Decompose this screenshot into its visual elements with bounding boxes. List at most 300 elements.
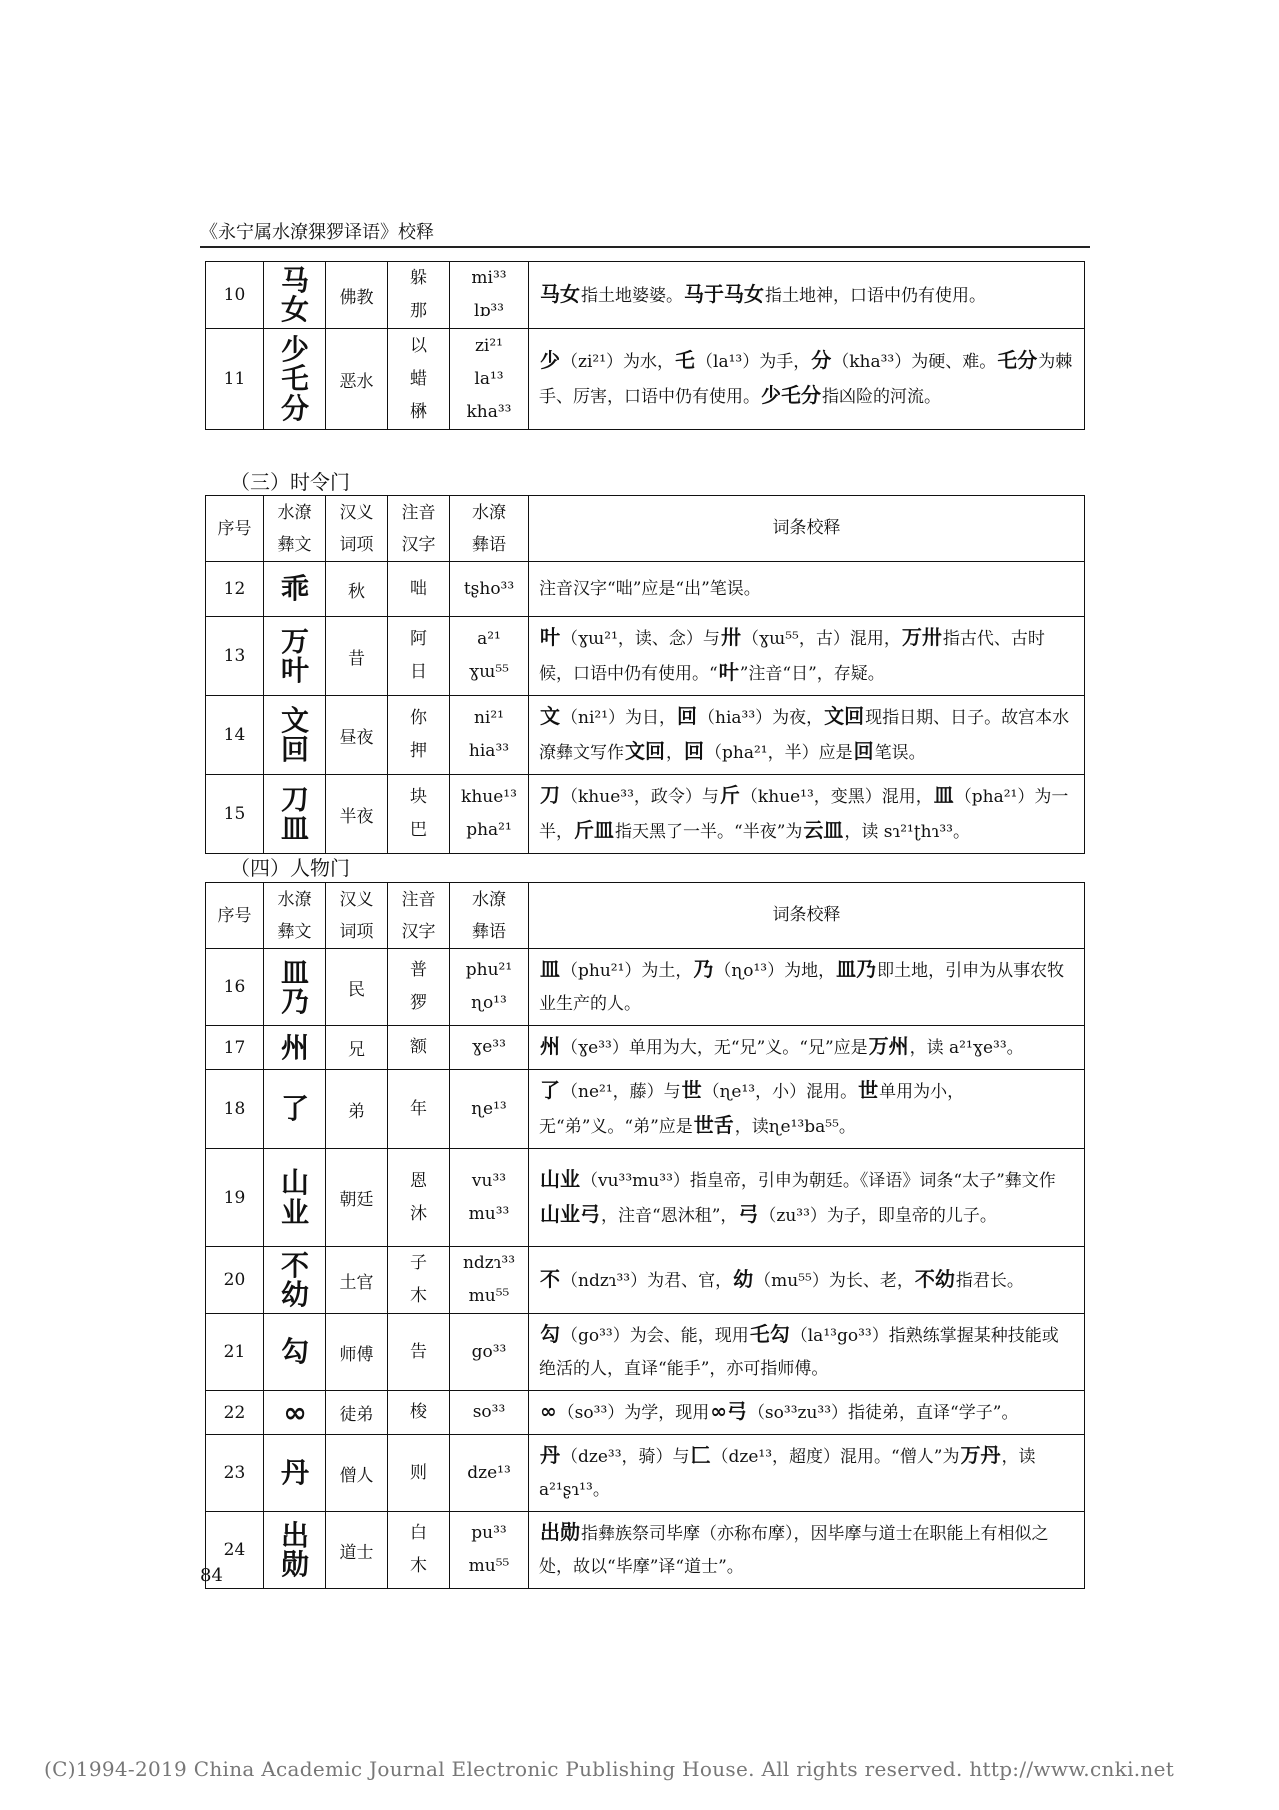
column-header-meaning <box>326 883 388 949</box>
annotation-text: （zi²¹）为水， <box>561 352 675 372</box>
yi-script-char: 业 <box>280 1195 308 1229</box>
table-row <box>206 1435 1085 1512</box>
yi-script-cell <box>264 262 326 329</box>
phonetic-chinese-char: 块 <box>410 787 427 807</box>
yi-pronunciation: so³³ <box>472 1402 506 1422</box>
phonetic-chinese-char-stack <box>410 954 427 1020</box>
annotation <box>529 329 1085 430</box>
yi-script-glyph <box>280 624 308 687</box>
yi-script-glyph <box>281 1168 308 1227</box>
annotation-text: 指君长。 <box>955 1270 1024 1291</box>
yi-pronunciation: hia³³ <box>468 741 510 761</box>
phonetic-chinese-cell <box>388 262 450 329</box>
annotation <box>529 1026 1085 1070</box>
yi-script-cell <box>264 329 326 430</box>
annotation-text: ”注音“日”，存疑。 <box>739 664 885 684</box>
phonetic-chinese-char-stack <box>410 1247 427 1313</box>
column-header-no <box>206 883 264 949</box>
entry-number: 14 <box>206 696 264 775</box>
yi-inline-glyph: 不 <box>540 1266 560 1291</box>
phonetic-chinese-char-stack <box>410 1093 427 1126</box>
yi-inline-glyph: 山业 <box>540 1166 580 1191</box>
column-header-line: 彝语 <box>472 921 506 942</box>
annotation-text: （dze³³，骑）与 <box>561 1447 690 1467</box>
entry-number: 21 <box>206 1314 264 1391</box>
yi-pronunciation-cell <box>450 1512 529 1589</box>
chinese-meaning: 徒弟 <box>326 1391 388 1435</box>
annotation-text: ，读ɳe¹³ba⁵⁵。 <box>734 1117 856 1137</box>
phonetic-chinese-char-stack <box>410 573 427 606</box>
annotation-text: 指天黑了一半。“半夜”为 <box>615 822 803 842</box>
annotation-text: 即土地，引申为从事农牧业生产的人。 <box>539 961 1065 1014</box>
phonetic-chinese-char: 普 <box>410 960 427 980</box>
yi-inline-glyph: ∞ <box>540 1399 557 1423</box>
phonetic-chinese-cell <box>388 1391 450 1435</box>
annotation-text: 笔误。 <box>874 743 926 763</box>
annotation-text: （go³³）为会、能，现用 <box>561 1326 749 1346</box>
yi-pronunciation-stack <box>461 781 517 847</box>
table-people <box>205 882 1085 1589</box>
yi-pronunciation: ɳo¹³ <box>471 993 507 1013</box>
annotation-text: （ɣɯ²¹，读、念）与 <box>561 629 720 649</box>
annotation-text: （mu⁵⁵）为长、老， <box>754 1270 914 1291</box>
yi-pronunciation: ɣɯ⁵⁵ <box>469 662 509 682</box>
phonetic-chinese-cell <box>388 562 450 617</box>
yi-pronunciation-cell <box>450 1314 529 1391</box>
table-row <box>206 329 1085 430</box>
yi-pronunciation-cell <box>450 1070 529 1149</box>
column-header-line: 彝文 <box>277 921 312 942</box>
column-header-line: 汉字 <box>401 921 436 942</box>
annotation-text: （ɳe¹³，小）混用。 <box>702 1082 858 1102</box>
yi-script-cell <box>264 562 326 617</box>
yi-inline-glyph: 出勋 <box>540 1520 580 1544</box>
yi-pronunciation: dze¹³ <box>467 1462 511 1483</box>
phonetic-chinese-char: 则 <box>410 1462 427 1483</box>
yi-pronunciation: go³³ <box>471 1341 507 1362</box>
annotation-text: （khue³³，政令）与 <box>561 787 719 807</box>
annotation-text: （vu³³mu³³）指皇帝，引申为朝廷。《译语》词条“太子”彝文作 <box>581 1170 1056 1191</box>
annotation-text: ，注音“恩沐租”， <box>601 1205 738 1226</box>
yi-script-char: 不 <box>280 1248 308 1282</box>
annotation-text: ，读 a²¹ʂɿ¹³。 <box>539 1447 1036 1500</box>
yi-pronunciation-stack <box>463 1247 515 1313</box>
column-header-line: 彝语 <box>472 534 506 555</box>
yi-pronunciation-cell <box>450 1435 529 1512</box>
annotation <box>529 1391 1085 1435</box>
chinese-meaning: 民 <box>326 949 388 1026</box>
phonetic-chinese-char-stack <box>410 330 427 429</box>
yi-inline-glyph: 州 <box>540 1034 560 1058</box>
yi-inline-glyph: 世舌 <box>693 1113 734 1137</box>
yi-script-char: 回 <box>280 733 308 766</box>
chinese-meaning: 佛教 <box>326 262 388 329</box>
yi-pronunciation-cell <box>450 949 529 1026</box>
annotation <box>529 1149 1085 1247</box>
column-header-label <box>340 890 374 942</box>
annotation <box>529 1070 1085 1149</box>
yi-pronunciation-stack <box>472 1336 507 1369</box>
column-header-line: 汉字 <box>401 534 436 555</box>
phonetic-chinese-cell <box>388 1070 450 1149</box>
yi-inline-glyph: 乃 <box>693 957 714 981</box>
phonetic-chinese-char: 沐 <box>410 1203 427 1224</box>
annotation <box>529 562 1085 617</box>
chinese-meaning: 弟 <box>326 1070 388 1149</box>
annotation-text: （pha²¹，半）应是 <box>705 743 853 763</box>
annotation-text: （ɳo¹³）为地， <box>714 961 836 981</box>
annotation-text: 指古代、古时候，口语中仍有使用。“ <box>539 629 1045 684</box>
yi-script-char: 幼 <box>280 1278 308 1311</box>
phonetic-chinese-char-stack <box>410 1165 427 1231</box>
yi-pronunciation-stack <box>469 623 509 689</box>
yi-pronunciation: mi³³ <box>471 268 507 288</box>
yi-script-glyph <box>283 1395 306 1429</box>
yi-script-char: 马 <box>280 263 308 297</box>
column-header-line: 水潦 <box>472 502 506 523</box>
yi-script-glyph <box>280 1092 308 1126</box>
yi-script-char: 万 <box>280 624 308 658</box>
yi-pronunciation: khue¹³ <box>461 787 517 807</box>
yi-pronunciation-cell <box>450 1026 529 1070</box>
table-row <box>206 562 1085 617</box>
yi-script-char: 勾 <box>280 1335 308 1369</box>
column-header-line: 水潦 <box>277 889 312 910</box>
yi-pronunciation-cell <box>450 262 529 329</box>
phonetic-chinese-char: 阿 <box>410 629 427 649</box>
annotation-text: （zu³³）为子，即皇帝的儿子。 <box>759 1205 997 1226</box>
chinese-meaning: 半夜 <box>326 775 388 854</box>
annotation-text: （la¹³）为手， <box>696 352 811 372</box>
yi-script-char: 少 <box>280 332 308 366</box>
yi-inline-glyph: 马于马女 <box>684 281 764 306</box>
yi-pronunciation-cell <box>450 562 529 617</box>
yi-script-char: 刀 <box>280 782 308 816</box>
annotation-text: （khue¹³，变黑）混用， <box>740 787 933 807</box>
column-header-label: 词条校释 <box>772 905 841 925</box>
yi-inline-glyph: 刀 <box>540 783 560 807</box>
yi-script-char: 乃 <box>280 985 308 1018</box>
yi-script-glyph <box>280 1456 308 1490</box>
table-row <box>206 1247 1085 1314</box>
chinese-meaning: 朝廷 <box>326 1149 388 1247</box>
chinese-meaning: 兄 <box>326 1026 388 1070</box>
table-row <box>206 1026 1085 1070</box>
column-header-note <box>529 496 1085 562</box>
yi-script-glyph <box>280 332 308 425</box>
column-header-line: 水潦 <box>472 889 506 910</box>
column-header-label <box>278 503 312 555</box>
annotation-text: 注音汉字“咄”应是“出”笔误。 <box>539 578 761 599</box>
yi-script-glyph <box>280 1030 308 1064</box>
phonetic-chinese-char: 额 <box>410 1037 427 1057</box>
phonetic-chinese-char-stack <box>410 781 427 847</box>
column-header-label <box>218 519 252 539</box>
column-header-label <box>218 906 252 926</box>
yi-script-glyph <box>280 782 308 845</box>
annotation <box>529 1435 1085 1512</box>
phonetic-chinese-char: 告 <box>410 1341 427 1362</box>
yi-inline-glyph: 不幼 <box>914 1266 955 1291</box>
yi-pronunciation-stack <box>469 702 509 768</box>
yi-inline-glyph: 分 <box>811 348 832 372</box>
annotation <box>529 949 1085 1026</box>
yi-script-char: 乖 <box>280 572 308 606</box>
column-header-line: 注音 <box>401 502 436 523</box>
entry-number: 15 <box>206 775 264 854</box>
yi-inline-glyph: 万丹 <box>960 1443 1001 1467</box>
annotation-text: 单用为小，无“弟”义。“弟”应是 <box>539 1082 965 1137</box>
yi-inline-glyph: 勾 <box>540 1322 560 1346</box>
yi-script-char: 山 <box>280 1166 308 1200</box>
phonetic-chinese-char: 猡 <box>410 993 427 1013</box>
yi-inline-glyph: 了 <box>540 1078 560 1102</box>
yi-pronunciation: ni²¹ <box>473 708 504 728</box>
yi-pronunciation: ndzɿ³³ <box>462 1253 516 1273</box>
phonetic-chinese-cell <box>388 1247 450 1314</box>
phonetic-chinese-cell <box>388 775 450 854</box>
yi-pronunciation-cell <box>450 1247 529 1314</box>
running-header: 《永宁属水潦猓猡译语》校释 <box>200 222 434 243</box>
yi-script-char: 勋 <box>280 1548 308 1581</box>
phonetic-chinese-cell <box>388 949 450 1026</box>
yi-script-char: 女 <box>280 293 308 326</box>
yi-inline-glyph: 弓 <box>738 1201 759 1226</box>
yi-pronunciation: pu³³ <box>471 1523 507 1543</box>
yi-pronunciation: a²¹ <box>477 629 501 649</box>
section-title-seasons: （三）时令门 <box>230 470 350 494</box>
yi-script-glyph <box>280 703 308 766</box>
column-header-line: 注音 <box>401 889 436 910</box>
table-row <box>206 696 1085 775</box>
yi-script-cell <box>264 1435 326 1512</box>
table-seasons <box>205 495 1085 854</box>
annotation-text: 现指日期、日子。故宫本水潦彝文写作 <box>539 708 1070 763</box>
chinese-meaning: 昼夜 <box>326 696 388 775</box>
table-header-row <box>206 883 1085 949</box>
header-rule <box>200 246 1090 248</box>
footer-copyright: (C)1994-2019 China Academic Journal Electronic Publishing House. All rights reserved. http://www.cnki.net <box>44 1757 1175 1781</box>
column-header-line: 汉义 <box>339 502 374 523</box>
column-header-line: 词项 <box>339 534 374 555</box>
column-header-line: 彝文 <box>277 534 312 555</box>
yi-inline-glyph: 乇分 <box>997 348 1038 372</box>
annotation <box>529 1247 1085 1314</box>
yi-inline-glyph: 叶 <box>540 625 560 649</box>
yi-pronunciation-stack <box>469 1165 510 1231</box>
phonetic-chinese-char: 白 <box>410 1523 427 1543</box>
phonetic-chinese-char: 押 <box>410 741 427 761</box>
yi-script-cell <box>264 1247 326 1314</box>
yi-script-char: 皿 <box>280 812 308 845</box>
table-religion-continued <box>205 261 1085 430</box>
annotation-text: （hia³³）为夜， <box>698 708 824 728</box>
yi-script-char: 出 <box>280 1518 308 1552</box>
column-header-label <box>472 890 506 942</box>
annotation-text: ，读 a²¹ɣe³³。 <box>909 1038 1024 1058</box>
phonetic-chinese-char: 巴 <box>410 820 427 840</box>
phonetic-chinese-cell <box>388 696 450 775</box>
yi-pronunciation: ɳe¹³ <box>471 1098 507 1119</box>
yi-script-cell <box>264 1149 326 1247</box>
yi-inline-glyph: 文 <box>540 704 560 728</box>
yi-script-char: 丹 <box>280 1456 308 1490</box>
yi-pronunciation: mu³³ <box>468 1203 510 1224</box>
entry-number: 13 <box>206 617 264 696</box>
yi-script-char: 叶 <box>280 654 308 687</box>
yi-pronunciation: tʂho³³ <box>463 578 515 599</box>
phonetic-chinese-char: 咄 <box>410 578 427 599</box>
phonetic-chinese-char: 梭 <box>410 1402 427 1422</box>
yi-script-glyph <box>280 955 308 1018</box>
phonetic-chinese-char: 木 <box>410 1286 427 1306</box>
phonetic-chinese-char: 年 <box>410 1098 427 1119</box>
yi-script-char: 分 <box>280 391 308 425</box>
phonetic-chinese-char: 你 <box>410 708 427 728</box>
yi-inline-glyph: 丹 <box>540 1443 560 1467</box>
chinese-meaning: 师傅 <box>326 1314 388 1391</box>
yi-pronunciation-cell <box>450 329 529 430</box>
column-header-line: 序号 <box>217 905 252 926</box>
annotation <box>529 617 1085 696</box>
yi-inline-glyph: 卅 <box>720 625 741 649</box>
annotation <box>529 775 1085 854</box>
annotation-text: 指彝族祭司毕摩（亦称布摩），因毕摩与道士在职能上有相似之处，故以“毕摩”译“道士”。 <box>539 1524 1049 1577</box>
phonetic-chinese-cell <box>388 1314 450 1391</box>
phonetic-chinese-char-stack <box>410 702 427 768</box>
yi-pronunciation: zi²¹ <box>474 335 503 356</box>
yi-script-cell <box>264 1070 326 1149</box>
phonetic-chinese-char: 楙 <box>410 401 427 422</box>
yi-pronunciation: pha²¹ <box>466 820 512 840</box>
column-header-line: 序号 <box>217 518 252 539</box>
annotation-text: （la¹³go³³）指熟练掌握某种技能或绝活的人，直译“能手”，亦可指师傅。 <box>539 1326 1059 1379</box>
table-row <box>206 617 1085 696</box>
yi-inline-glyph: 乇 <box>675 348 696 372</box>
column-header-phonetic-han <box>388 496 450 562</box>
yi-inline-glyph: 世 <box>681 1078 702 1102</box>
yi-script-glyph <box>280 572 308 606</box>
phonetic-chinese-char: 日 <box>410 662 427 682</box>
yi-pronunciation-stack <box>466 954 512 1020</box>
phonetic-chinese-char-stack <box>410 1031 427 1064</box>
column-header-note <box>529 883 1085 949</box>
section-title-people: （四）人物门 <box>230 856 350 880</box>
table-row <box>206 1512 1085 1589</box>
entry-number: 18 <box>206 1070 264 1149</box>
column-header-phonetic <box>450 883 529 949</box>
yi-pronunciation-stack <box>473 1396 506 1429</box>
table-row <box>206 1149 1085 1247</box>
yi-pronunciation: phu²¹ <box>465 960 513 980</box>
entry-number: 11 <box>206 329 264 430</box>
yi-pronunciation-stack <box>467 1457 511 1490</box>
yi-inline-glyph: 斤 <box>719 783 740 807</box>
phonetic-chinese-cell <box>388 1149 450 1247</box>
annotation-text: （kha³³）为硬、难。 <box>832 352 997 372</box>
chinese-meaning: 道士 <box>326 1512 388 1589</box>
yi-inline-glyph: 文回 <box>625 739 665 763</box>
table-row <box>206 949 1085 1026</box>
column-header-label <box>472 503 506 555</box>
annotation-text: ，读 sɿ²¹ʈhɿ³³。 <box>844 822 970 842</box>
yi-pronunciation-stack <box>471 262 506 328</box>
phonetic-chinese-cell <box>388 1512 450 1589</box>
chinese-meaning: 恶水 <box>326 329 388 430</box>
yi-pronunciation-cell <box>450 1391 529 1435</box>
yi-script-glyph <box>280 1518 308 1581</box>
yi-script-cell <box>264 1026 326 1070</box>
annotation-text: （ɣe³³）单用为大，无“兄”义。“兄”应是 <box>561 1038 868 1058</box>
phonetic-chinese-char: 蜡 <box>410 368 427 389</box>
column-header-no <box>206 496 264 562</box>
annotation-text: ， <box>666 743 683 763</box>
yi-pronunciation-stack <box>469 1517 510 1583</box>
yi-inline-glyph: 回 <box>684 739 704 763</box>
yi-pronunciation: mu⁵⁵ <box>468 1556 510 1576</box>
phonetic-chinese-cell <box>388 329 450 430</box>
annotation-text: 指土地婆婆。 <box>581 285 683 306</box>
column-header-phonetic-han <box>388 883 450 949</box>
yi-script-glyph <box>280 1248 308 1311</box>
annotation-text: （ne²¹，藤）与 <box>561 1082 681 1102</box>
phonetic-chinese-char-stack <box>410 1336 427 1369</box>
annotation <box>529 1512 1085 1589</box>
yi-pronunciation: la¹³ <box>474 368 504 389</box>
page-number: 84 <box>200 1565 223 1586</box>
column-header-yi <box>264 496 326 562</box>
phonetic-chinese-char: 以 <box>410 335 427 356</box>
annotation-text: （phu²¹）为土， <box>561 961 693 981</box>
yi-inline-glyph: 云皿 <box>803 818 844 842</box>
entry-number: 19 <box>206 1149 264 1247</box>
entry-number: 24 <box>206 1512 264 1589</box>
annotation-text: 指土地神，口语中仍有使用。 <box>765 285 986 306</box>
table-row <box>206 1070 1085 1149</box>
yi-pronunciation-stack <box>472 1031 506 1064</box>
yi-pronunciation: kha³³ <box>466 401 512 422</box>
yi-inline-glyph: 万卅 <box>901 625 942 649</box>
yi-pronunciation-cell <box>450 617 529 696</box>
yi-inline-glyph: 文回 <box>824 704 865 728</box>
column-header-line: 水潦 <box>277 502 312 523</box>
entry-number: 10 <box>206 262 264 329</box>
chinese-meaning: 昔 <box>326 617 388 696</box>
entry-number: 17 <box>206 1026 264 1070</box>
yi-inline-glyph: 幼 <box>733 1266 754 1291</box>
annotation-text: 为棘手、厉害，口语中仍有使用。 <box>539 352 1073 407</box>
phonetic-chinese-char-stack <box>410 1457 427 1490</box>
yi-script-char: 州 <box>280 1030 308 1064</box>
phonetic-chinese-cell <box>388 1435 450 1512</box>
column-header-yi <box>264 883 326 949</box>
yi-inline-glyph: 少 <box>540 348 560 372</box>
yi-pronunciation: mu⁵⁵ <box>468 1286 510 1306</box>
yi-script-cell <box>264 1512 326 1589</box>
yi-pronunciation-stack <box>471 1093 507 1126</box>
yi-pronunciation-stack <box>466 330 511 429</box>
phonetic-chinese-cell <box>388 1026 450 1070</box>
annotation-text: （so³³zu³³）指徒弟，直译“学子”。 <box>747 1403 1019 1423</box>
yi-inline-glyph: 皿 <box>933 783 954 807</box>
column-header-meaning <box>326 496 388 562</box>
annotation <box>529 1314 1085 1391</box>
yi-script-cell <box>264 696 326 775</box>
yi-script-char: 皿 <box>280 955 308 989</box>
yi-inline-glyph: 斤皿 <box>574 818 614 842</box>
phonetic-chinese-char: 子 <box>410 1253 427 1273</box>
annotation-text: 指凶险的河流。 <box>822 387 941 407</box>
